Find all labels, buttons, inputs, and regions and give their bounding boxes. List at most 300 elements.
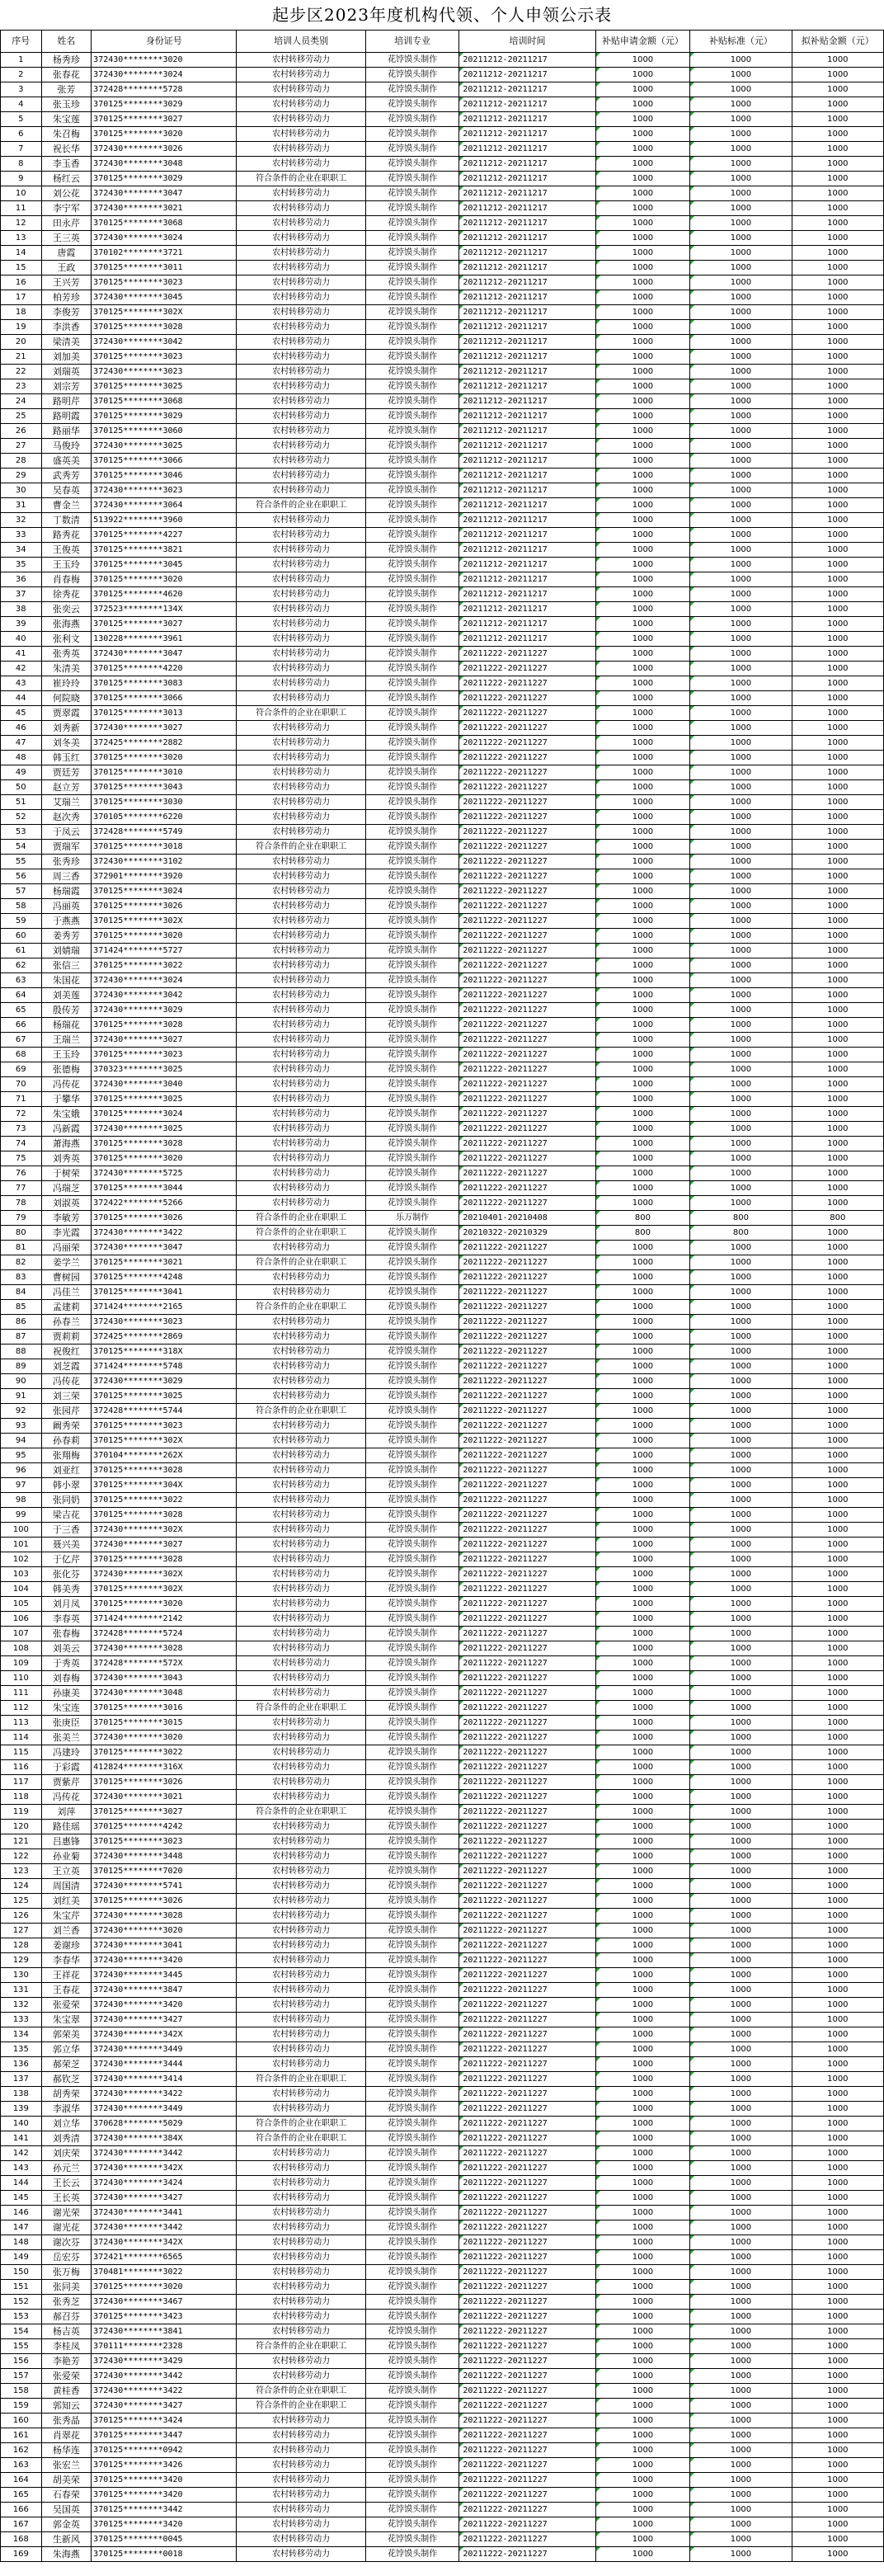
cell-seq: 155 <box>1 2339 42 2354</box>
cell-seq: 42 <box>1 662 42 676</box>
cell-seq: 113 <box>1 1716 42 1731</box>
cell-subsidy-amount: 1000 <box>792 1241 883 1255</box>
cell-standard: 1000 <box>690 53 792 68</box>
cell-major: 花饽馍头制作 <box>365 350 458 365</box>
cell-standard: 1000 <box>690 1345 792 1359</box>
cell-standard: 1000 <box>690 2027 792 2042</box>
cell-subsidy-amount: 1000 <box>792 2384 883 2399</box>
cell-subsidy-amount: 1000 <box>792 1760 883 1775</box>
cell-time: 20211222-20211227 <box>459 1122 595 1137</box>
cell-category: 农村转移劳动力 <box>237 2503 365 2517</box>
table-row <box>1 2057 884 2072</box>
cell-seq: 131 <box>1 1983 42 1998</box>
header-seq: 序号 <box>1 31 42 53</box>
cell-name: 姜谢珍 <box>41 1938 92 1953</box>
cell-applied-amount: 1000 <box>595 1686 690 1701</box>
cell-time: 20211222-20211227 <box>459 2547 595 2562</box>
cell-name: 韩玉红 <box>41 751 92 765</box>
cell-major: 花饽馍头制作 <box>365 1938 458 1953</box>
cell-name: 祝俊红 <box>41 1345 92 1359</box>
table-row <box>1 795 884 810</box>
cell-seq: 139 <box>1 2102 42 2117</box>
cell-name: 刘秀新 <box>41 721 92 736</box>
table-row <box>1 1567 884 1582</box>
cell-standard: 1000 <box>690 1834 792 1849</box>
cell-standard: 1000 <box>690 1033 792 1048</box>
cell-id-number: 370125********3023 <box>92 1048 237 1062</box>
cell-time: 20211222-20211227 <box>459 884 595 899</box>
cell-standard: 1000 <box>690 335 792 350</box>
cell-major: 花饽馍头制作 <box>365 2399 458 2414</box>
table-row <box>1 958 884 973</box>
cell-standard: 1000 <box>690 394 792 409</box>
cell-seq: 68 <box>1 1048 42 1062</box>
cell-category: 农村转移劳动力 <box>237 1270 365 1285</box>
cell-category: 农村转移劳动力 <box>237 1656 365 1671</box>
cell-id-number: 370125********3021 <box>92 1255 237 1270</box>
cell-standard: 1000 <box>690 2102 792 2117</box>
table-row <box>1 1909 884 1924</box>
cell-name: 朱宝娥 <box>41 1107 92 1122</box>
cell-standard: 1000 <box>690 780 792 795</box>
cell-applied-amount: 1000 <box>595 1760 690 1775</box>
cell-applied-amount: 1000 <box>595 1003 690 1018</box>
cell-standard: 1000 <box>690 186 792 201</box>
cell-time: 20211212-20211217 <box>459 112 595 127</box>
cell-id-number: 371424********2142 <box>92 1612 237 1627</box>
cell-standard: 1000 <box>690 1968 792 1983</box>
cell-category: 农村转移劳动力 <box>237 320 365 335</box>
cell-applied-amount: 1000 <box>595 379 690 394</box>
table-row <box>1 1538 884 1552</box>
table-row <box>1 97 884 112</box>
cell-id-number: 370111********2328 <box>92 2339 237 2354</box>
cell-name: 武秀芳 <box>41 469 92 483</box>
cell-category: 农村转移劳动力 <box>237 2428 365 2443</box>
cell-time: 20211222-20211227 <box>459 2503 595 2517</box>
cell-major: 花饽馍头制作 <box>365 869 458 884</box>
table-row <box>1 2013 884 2027</box>
table-row <box>1 2235 884 2250</box>
cell-category: 农村转移劳动力 <box>237 2027 365 2042</box>
cell-name: 李桂凤 <box>41 2339 92 2354</box>
cell-id-number: 372430********3041 <box>92 1938 237 1953</box>
cell-time: 20211222-20211227 <box>459 1775 595 1790</box>
cell-seq: 41 <box>1 647 42 662</box>
cell-applied-amount: 1000 <box>595 944 690 958</box>
cell-time: 20211222-20211227 <box>459 1790 595 1805</box>
cell-seq: 80 <box>1 1226 42 1241</box>
cell-applied-amount: 1000 <box>595 1122 690 1137</box>
cell-id-number: 370125********0045 <box>92 2532 237 2547</box>
cell-applied-amount: 1000 <box>595 424 690 439</box>
cell-name: 盛英美 <box>41 454 92 469</box>
cell-subsidy-amount: 1000 <box>792 2280 883 2295</box>
cell-category: 农村转移劳动力 <box>237 216 365 231</box>
cell-standard: 1000 <box>690 587 792 602</box>
table-row <box>1 988 884 1003</box>
cell-id-number: 372430********3029 <box>92 1374 237 1389</box>
cell-time: 20211222-20211227 <box>459 1820 595 1834</box>
cell-subsidy-amount: 1000 <box>792 558 883 572</box>
cell-time: 20211212-20211217 <box>459 275 595 290</box>
cell-id-number: 371424********5727 <box>92 944 237 958</box>
cell-applied-amount: 1000 <box>595 780 690 795</box>
cell-major: 花饽馍头制作 <box>365 216 458 231</box>
cell-standard: 1000 <box>690 1493 792 1508</box>
cell-seq: 52 <box>1 810 42 825</box>
table-row <box>1 721 884 736</box>
cell-id-number: 372523********134X <box>92 602 237 617</box>
cell-subsidy-amount: 1000 <box>792 335 883 350</box>
cell-subsidy-amount: 1000 <box>792 1597 883 1612</box>
cell-standard: 1000 <box>690 676 792 691</box>
table-row <box>1 632 884 647</box>
cell-major: 花饽馍头制作 <box>365 2547 458 2562</box>
table-row <box>1 2369 884 2384</box>
cell-id-number: 130228********3961 <box>92 632 237 647</box>
cell-subsidy-amount: 1000 <box>792 1493 883 1508</box>
cell-major: 花饽馍头制作 <box>365 914 458 929</box>
cell-major: 花饽馍头制作 <box>365 1033 458 1048</box>
cell-name: 张海燕 <box>41 617 92 632</box>
cell-id-number: 372430********342X <box>92 2161 237 2176</box>
cell-category: 农村转移劳动力 <box>237 513 365 528</box>
cell-name: 张万梅 <box>41 2265 92 2280</box>
cell-seq: 83 <box>1 1270 42 1285</box>
cell-category: 农村转移劳动力 <box>237 1077 365 1092</box>
cell-applied-amount: 1000 <box>595 82 690 97</box>
cell-applied-amount: 1000 <box>595 2027 690 2042</box>
cell-standard: 1000 <box>690 810 792 825</box>
cell-standard: 1000 <box>690 1434 792 1448</box>
table-row <box>1 172 884 186</box>
cell-id-number: 372430********3042 <box>92 335 237 350</box>
cell-seq: 99 <box>1 1508 42 1523</box>
cell-major: 花饽馍头制作 <box>365 825 458 840</box>
cell-time: 20211212-20211217 <box>459 261 595 275</box>
cell-standard: 1000 <box>690 2087 792 2102</box>
cell-subsidy-amount: 1000 <box>792 973 883 988</box>
cell-time: 20211222-20211227 <box>459 2310 595 2324</box>
cell-name: 李淑华 <box>41 2102 92 2117</box>
cell-category: 农村转移劳动力 <box>237 1523 365 1538</box>
cell-seq: 71 <box>1 1092 42 1107</box>
cell-standard: 1000 <box>690 1241 792 1255</box>
table-row <box>1 1211 884 1226</box>
cell-category: 农村转移劳动力 <box>237 1582 365 1597</box>
cell-id-number: 370125********3028 <box>92 1508 237 1523</box>
table-row <box>1 409 884 424</box>
cell-time: 20211222-20211227 <box>459 1894 595 1909</box>
cell-id-number: 370125********3045 <box>92 558 237 572</box>
cell-subsidy-amount: 1000 <box>792 350 883 365</box>
cell-category: 农村转移劳动力 <box>237 1048 365 1062</box>
cell-name: 王三英 <box>41 231 92 246</box>
cell-major: 花饽馍头制作 <box>365 528 458 543</box>
cell-time: 20211212-20211217 <box>459 97 595 112</box>
cell-time: 20211222-20211227 <box>459 2087 595 2102</box>
cell-time: 20211212-20211217 <box>459 365 595 379</box>
cell-subsidy-amount: 1000 <box>792 1745 883 1760</box>
cell-major: 花饽馍头制作 <box>365 2131 458 2146</box>
table-row <box>1 1166 884 1181</box>
cell-seq: 75 <box>1 1151 42 1166</box>
cell-subsidy-amount: 1000 <box>792 53 883 68</box>
cell-name: 张庚臣 <box>41 1716 92 1731</box>
cell-applied-amount: 1000 <box>595 1374 690 1389</box>
cell-seq: 95 <box>1 1448 42 1463</box>
cell-time: 20211222-20211227 <box>459 1909 595 1924</box>
cell-time: 20211212-20211217 <box>459 82 595 97</box>
table-row <box>1 246 884 261</box>
cell-category: 农村转移劳动力 <box>237 1137 365 1151</box>
cell-applied-amount: 1000 <box>595 2310 690 2324</box>
cell-applied-amount: 1000 <box>595 528 690 543</box>
cell-category: 农村转移劳动力 <box>237 647 365 662</box>
cell-applied-amount: 1000 <box>595 216 690 231</box>
cell-standard: 1000 <box>690 572 792 587</box>
cell-subsidy-amount: 1000 <box>792 1389 883 1404</box>
cell-id-number: 370125********3043 <box>92 780 237 795</box>
cell-time: 20211222-20211227 <box>459 691 595 706</box>
cell-seq: 59 <box>1 914 42 929</box>
cell-applied-amount: 1000 <box>595 899 690 914</box>
cell-standard: 1000 <box>690 350 792 365</box>
cell-time: 20211212-20211217 <box>459 246 595 261</box>
cell-applied-amount: 1000 <box>595 617 690 632</box>
cell-category: 农村转移劳动力 <box>237 1463 365 1478</box>
cell-category: 农村转移劳动力 <box>237 855 365 869</box>
cell-name: 张秀英 <box>41 647 92 662</box>
cell-category: 农村转移劳动力 <box>237 157 365 172</box>
table-row <box>1 2206 884 2220</box>
table-row <box>1 1478 884 1493</box>
cell-subsidy-amount: 1000 <box>792 1909 883 1924</box>
cell-subsidy-amount: 1000 <box>792 1641 883 1656</box>
cell-category: 农村转移劳动力 <box>237 2414 365 2428</box>
cell-applied-amount: 1000 <box>595 2265 690 2280</box>
cell-applied-amount: 1000 <box>595 261 690 275</box>
cell-subsidy-amount: 1000 <box>792 2250 883 2265</box>
cell-id-number: 372425********2869 <box>92 1330 237 1345</box>
cell-time: 20211222-20211227 <box>459 1166 595 1181</box>
cell-major: 花饽馍头制作 <box>365 2310 458 2324</box>
cell-id-number: 372430********3420 <box>92 1998 237 2013</box>
cell-applied-amount: 1000 <box>595 1567 690 1582</box>
cell-category: 农村转移劳动力 <box>237 2220 365 2235</box>
cell-name: 冯瑞芝 <box>41 1181 92 1196</box>
cell-id-number: 370125********3026 <box>92 1894 237 1909</box>
cell-standard: 1000 <box>690 1879 792 1894</box>
cell-time: 20210322-20210329 <box>459 1226 595 1241</box>
cell-category: 农村转移劳动力 <box>237 1122 365 1137</box>
cell-name: 吕惠锋 <box>41 1834 92 1849</box>
cell-seq: 118 <box>1 1790 42 1805</box>
cell-standard: 1000 <box>690 721 792 736</box>
cell-id-number: 370125********3027 <box>92 1805 237 1820</box>
cell-seq: 63 <box>1 973 42 988</box>
cell-seq: 14 <box>1 246 42 261</box>
cell-seq: 151 <box>1 2280 42 2295</box>
cell-applied-amount: 1000 <box>595 350 690 365</box>
cell-time: 20211222-20211227 <box>459 1359 595 1374</box>
cell-name: 王玉玲 <box>41 558 92 572</box>
cell-time: 20211212-20211217 <box>459 469 595 483</box>
cell-applied-amount: 1000 <box>595 988 690 1003</box>
cell-seq: 12 <box>1 216 42 231</box>
cell-applied-amount: 1000 <box>595 721 690 736</box>
cell-major: 花饽馍头制作 <box>365 1983 458 1998</box>
cell-category: 农村转移劳动力 <box>237 1938 365 1953</box>
cell-category: 农村转移劳动力 <box>237 958 365 973</box>
table-row <box>1 82 884 97</box>
cell-subsidy-amount: 1000 <box>792 602 883 617</box>
cell-major: 花饽馍头制作 <box>365 1894 458 1909</box>
cell-time: 20211222-20211227 <box>459 2206 595 2220</box>
cell-time: 20211222-20211227 <box>459 1196 595 1211</box>
cell-id-number: 372430********3047 <box>92 186 237 201</box>
cell-major: 花饽馍头制作 <box>365 1241 458 1255</box>
cell-applied-amount: 1000 <box>595 1953 690 1968</box>
cell-category: 农村转移劳动力 <box>237 2235 365 2250</box>
cell-applied-amount: 1000 <box>595 1330 690 1345</box>
cell-applied-amount: 1000 <box>595 958 690 973</box>
cell-standard: 1000 <box>690 2399 792 2414</box>
cell-seq: 162 <box>1 2443 42 2458</box>
cell-time: 20211222-20211227 <box>459 1879 595 1894</box>
cell-category: 农村转移劳动力 <box>237 1879 365 1894</box>
cell-standard: 1000 <box>690 290 792 305</box>
cell-standard: 1000 <box>690 409 792 424</box>
cell-subsidy-amount: 1000 <box>792 1330 883 1345</box>
cell-applied-amount: 1000 <box>595 765 690 780</box>
cell-major: 花饽馍头制作 <box>365 1226 458 1241</box>
cell-category: 农村转移劳动力 <box>237 1062 365 1077</box>
cell-category: 农村转移劳动力 <box>237 275 365 290</box>
cell-major: 花饽馍头制作 <box>365 617 458 632</box>
cell-time: 20211222-20211227 <box>459 2102 595 2117</box>
cell-time: 20211222-20211227 <box>459 1552 595 1567</box>
cell-name: 路明霞 <box>41 409 92 424</box>
cell-id-number: 370125********3060 <box>92 424 237 439</box>
cell-seq: 81 <box>1 1241 42 1255</box>
cell-applied-amount: 1000 <box>595 186 690 201</box>
cell-subsidy-amount: 1000 <box>792 2265 883 2280</box>
cell-applied-amount: 1000 <box>595 290 690 305</box>
cell-standard: 1000 <box>690 1523 792 1538</box>
cell-subsidy-amount: 1000 <box>792 736 883 751</box>
cell-standard: 1000 <box>690 2443 792 2458</box>
cell-applied-amount: 1000 <box>595 1478 690 1493</box>
cell-standard: 1000 <box>690 172 792 186</box>
cell-time: 20211222-20211227 <box>459 2013 595 2027</box>
cell-id-number: 372430********3048 <box>92 157 237 172</box>
cell-applied-amount: 1000 <box>595 1166 690 1181</box>
table-row <box>1 869 884 884</box>
cell-standard: 1000 <box>690 2117 792 2131</box>
cell-major: 花饽馍头制作 <box>365 379 458 394</box>
cell-seq: 127 <box>1 1924 42 1938</box>
cell-seq: 146 <box>1 2206 42 2220</box>
cell-id-number: 370125********3023 <box>92 275 237 290</box>
cell-standard: 1000 <box>690 1849 792 1864</box>
cell-id-number: 372430********3020 <box>92 1731 237 1745</box>
cell-name: 王俊英 <box>41 543 92 558</box>
cell-name: 于秀英 <box>41 1656 92 1671</box>
cell-seq: 166 <box>1 2503 42 2517</box>
cell-time: 20211222-20211227 <box>459 1627 595 1641</box>
cell-time: 20211212-20211217 <box>459 320 595 335</box>
cell-subsidy-amount: 1000 <box>792 840 883 855</box>
cell-applied-amount: 1000 <box>595 869 690 884</box>
cell-subsidy-amount: 1000 <box>792 1448 883 1463</box>
cell-seq: 98 <box>1 1493 42 1508</box>
cell-category: 农村转移劳动力 <box>237 944 365 958</box>
cell-id-number: 372430********3021 <box>92 1790 237 1805</box>
cell-seq: 84 <box>1 1285 42 1300</box>
cell-applied-amount: 1000 <box>595 1805 690 1820</box>
cell-major: 花饽馍头制作 <box>365 498 458 513</box>
cell-seq: 88 <box>1 1345 42 1359</box>
cell-id-number: 372428********572X <box>92 1656 237 1671</box>
cell-time: 20211222-20211227 <box>459 2473 595 2488</box>
cell-subsidy-amount: 1000 <box>792 409 883 424</box>
table-row <box>1 305 884 320</box>
cell-subsidy-amount: 1000 <box>792 1538 883 1552</box>
cell-time: 20211212-20211217 <box>459 231 595 246</box>
cell-subsidy-amount: 1000 <box>792 1137 883 1151</box>
cell-name: 朱国花 <box>41 973 92 988</box>
header-major: 培训专业 <box>365 31 458 53</box>
cell-major: 乐万制作 <box>365 1211 458 1226</box>
cell-standard: 1000 <box>690 454 792 469</box>
cell-subsidy-amount: 1000 <box>792 751 883 765</box>
cell-subsidy-amount: 1000 <box>792 1003 883 1018</box>
cell-category: 农村转移劳动力 <box>237 1924 365 1938</box>
cell-name: 贾莉莉 <box>41 1330 92 1345</box>
cell-major: 花饽馍头制作 <box>365 2414 458 2428</box>
cell-applied-amount: 1000 <box>595 53 690 68</box>
cell-id-number: 370125********302X <box>92 1582 237 1597</box>
cell-applied-amount: 1000 <box>595 1508 690 1523</box>
table-row <box>1 1820 884 1834</box>
cell-applied-amount: 1000 <box>595 172 690 186</box>
table-row <box>1 899 884 914</box>
table-row <box>1 1434 884 1448</box>
cell-subsidy-amount: 1000 <box>792 2146 883 2161</box>
cell-id-number: 372430********3442 <box>92 2220 237 2235</box>
cell-applied-amount: 1000 <box>595 825 690 840</box>
table-row <box>1 350 884 365</box>
cell-category: 农村转移劳动力 <box>237 2265 365 2280</box>
cell-major: 花饽馍头制作 <box>365 483 458 498</box>
cell-seq: 28 <box>1 454 42 469</box>
cell-seq: 104 <box>1 1582 42 1597</box>
cell-major: 花饽馍头制作 <box>365 1775 458 1790</box>
cell-id-number: 372430********3427 <box>92 2399 237 2414</box>
cell-name: 吴国英 <box>41 2503 92 2517</box>
cell-category: 农村转移劳动力 <box>237 1181 365 1196</box>
cell-name: 刘冬美 <box>41 736 92 751</box>
cell-major: 花饽馍头制作 <box>365 2013 458 2027</box>
cell-subsidy-amount: 1000 <box>792 1092 883 1107</box>
cell-applied-amount: 1000 <box>595 2235 690 2250</box>
cell-standard: 1000 <box>690 706 792 721</box>
cell-seq: 169 <box>1 2547 42 2562</box>
cell-seq: 50 <box>1 780 42 795</box>
cell-seq: 144 <box>1 2176 42 2191</box>
